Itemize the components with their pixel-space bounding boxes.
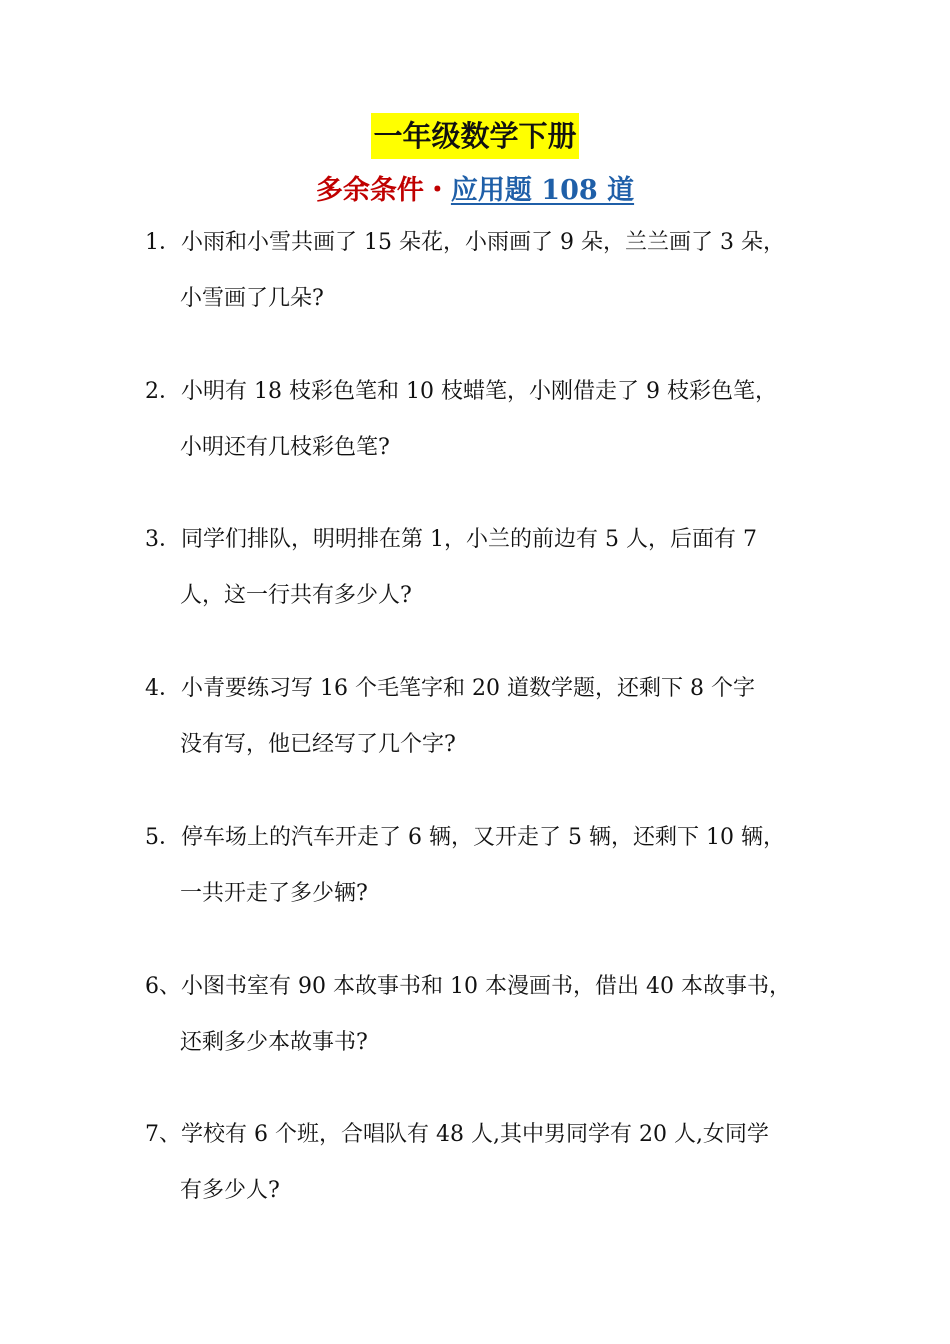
question-text: 小青要练习写 16 个毛笔字和 20 道数学题，还剩下 8 个字 [181, 676, 755, 701]
question-number: 4． [145, 676, 181, 701]
question-number: 2． [145, 379, 181, 404]
question-text: 小明有 18 枝彩色笔和 10 枝蜡笔，小刚借走了 9 枝彩色笔， [181, 379, 777, 404]
question-number: 5． [145, 825, 181, 850]
question-number: 3． [145, 527, 181, 552]
question-number: 7、 [145, 1122, 181, 1147]
question-number: 6、 [145, 974, 181, 999]
question-text: 小雨和小雪共画了 15 朵花，小雨画了 9 朵，兰兰画了 3 朵， [181, 230, 785, 255]
subtitle [0, 168, 950, 214]
question-6 [145, 972, 815, 1058]
question-text-continued: 小雪画了几朵? [180, 286, 324, 311]
question-text: 同学们排队，明明排在第 1，小兰的前边有 5 人，后面有 7 [181, 527, 757, 552]
question-4 [145, 674, 815, 760]
subtitle-category: 多余条件・ [315, 175, 451, 206]
question-2 [145, 377, 815, 463]
title-row [0, 113, 950, 159]
question-text-continued: 没有写，他已经写了几个字? [180, 732, 456, 757]
subtitle-link: 应用题 108 道 [450, 175, 635, 206]
question-number: 1． [145, 230, 181, 255]
question-text-continued: 一共开走了多少辆? [180, 881, 368, 906]
question-text-continued: 有多少人? [180, 1178, 280, 1203]
question-text-continued: 人，这一行共有多少人? [180, 583, 412, 608]
question-text: 学校有 6 个班，合唱队有 48 人,其中男同学有 20 人,女同学 [181, 1122, 769, 1147]
question-7 [145, 1120, 815, 1206]
question-5 [145, 823, 815, 909]
question-text-continued: 小明还有几枝彩色笔? [180, 435, 390, 460]
page-title: 一年级数学下册 [371, 113, 578, 159]
question-text: 小图书室有 90 本故事书和 10 本漫画书，借出 40 本故事书， [181, 974, 791, 999]
question-text: 停车场上的汽车开走了 6 辆，又开走了 5 辆，还剩下 10 辆， [181, 825, 785, 850]
question-text-continued: 还剩多少本故事书? [180, 1030, 368, 1055]
question-3 [145, 525, 815, 611]
question-1 [145, 228, 815, 314]
